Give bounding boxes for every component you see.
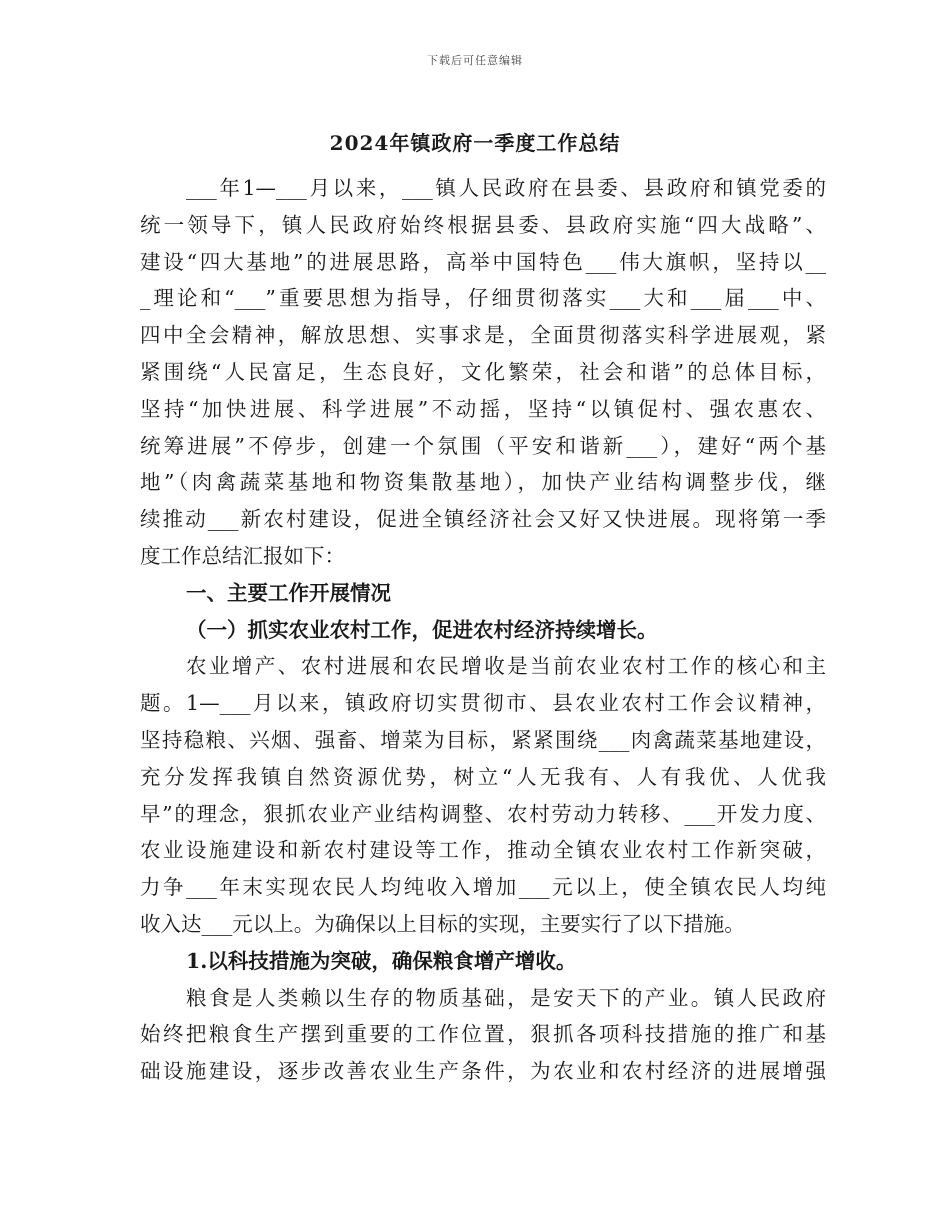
text-line: 续推动___新农村建设，促进全镇经济社会又好又快进展。现将第一季 [140,507,826,532]
text-line: 坚持稳粮、兴烟、强畜、增菜为目标，紧紧围绕___肉禽蔬菜基地建设， [140,727,826,752]
section-heading: 一、主要工作开展情况 [186,580,391,605]
document-title: 2024年镇政府一季度工作总结 [329,131,621,155]
text-line: 度工作总结汇报如下： [140,543,345,568]
section-heading: （一）抓实农业农村工作，促进农村经济持续增长。 [186,617,658,642]
text-line: 粮食是人类赖以生存的物质基础，是安天下的产业。镇人民政府 [186,985,826,1010]
text-line: 建设“四大基地”的进展思路，高举中国特色___伟大旗帜，坚持以__ [140,249,826,274]
text-line: ___年1—___月以来，___镇人民政府在县委、县政府和镇党委的 [186,176,826,200]
text-line: 地”（肉禽蔬菜基地和物资集散基地），加快产业结构调整步伐，继 [140,470,826,495]
text-line: 题。1—___月以来，镇政府切实贯彻市、县农业农村工作会议精神， [140,691,826,716]
text-line: 力争___年末实现农民人均纯收入增加___元以上，使全镇农民人均纯 [140,875,826,900]
text-line: 收入达___元以上。为确保以上目标的实现，主要实行了以下措施。 [140,911,745,936]
text-line: 早”的理念，狠抓农业产业结构调整、农村劳动力转移、___开发力度、 [140,801,826,826]
text-line: 坚持“加快进展、科学进展”不动摇，坚持“以镇促村、强农惠农、 [140,396,826,421]
text-line: 四中全会精神，解放思想、实事求是，全面贯彻落实科学进展观，紧 [140,323,826,348]
document-body [140,170,826,1090]
text-line: 紧围绕“人民富足，生态良好，文化繁荣，社会和谐”的总体目标， [140,359,826,384]
text-line: 农业增产、农村进展和农民增收是当前农业农村工作的核心和主 [186,654,826,679]
text-line: _理论和“___”重要思想为指导，仔细贯彻落实___大和___届___中、 [140,286,826,311]
text-line: 统一领导下，镇人民政府始终根据县委、县政府实施“四大战略”、 [140,212,826,237]
text-line: 农业设施建设和新农村建设等工作，推动全镇农业农村工作新突破， [140,838,826,863]
text-line: 始终把粮食生产摆到重要的工作位置，狠抓各项科技措施的推广和基 [140,1022,826,1047]
text-line: 础设施建设，逐步改善农业生产条件，为农业和农村经济的进展增强 [140,1059,826,1084]
text-line: 统筹进展”不停步，创建一个氛围（平安和谐新___），建好“两个基 [140,433,826,458]
header-note: 下载后可任意编辑 [427,54,523,67]
section-heading: 1.以科技措施为突破，确保粮食增产增收。 [186,948,577,973]
text-line: 充分发挥我镇自然资源优势，树立“人无我有、人有我优、人优我 [140,764,826,789]
